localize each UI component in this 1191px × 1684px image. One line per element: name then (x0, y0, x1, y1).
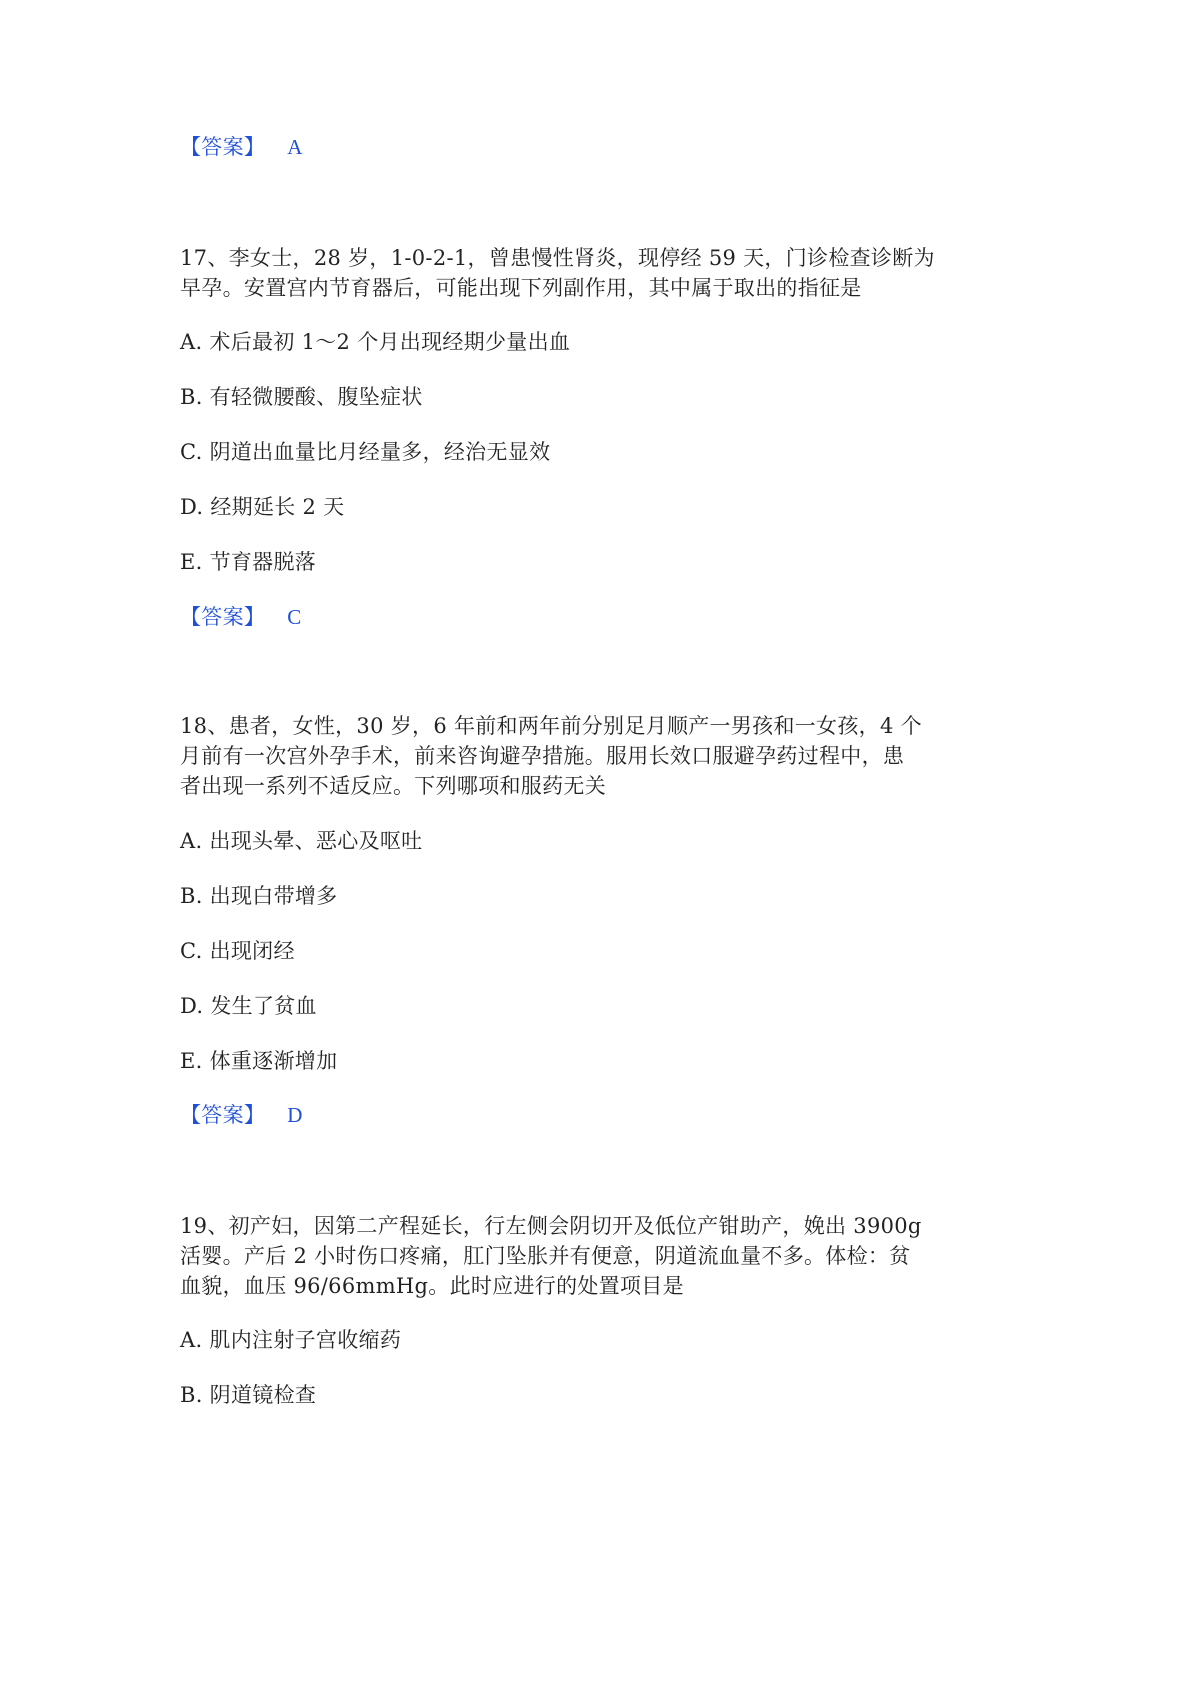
question-17-option-a: A. 术后最初 1～2 个月出现经期少量出血 (180, 330, 571, 354)
question-17-option-c: C. 阴道出血量比月经量多，经治无显效 (180, 440, 551, 464)
question-19-stem-line-2: 活婴。产后 2 小时伤口疼痛，肛门坠胀并有便意，阴道流血量不多。体检：贫 (180, 1244, 911, 1268)
answer-label: 【答案】 (180, 1103, 266, 1127)
question-17-option-d: D. 经期延长 2 天 (180, 495, 345, 519)
question-18-option-a: A. 出现头晕、恶心及呕吐 (180, 829, 423, 853)
question-18-option-e: E. 体重逐渐增加 (180, 1049, 338, 1073)
question-17-option-e: E. 节育器脱落 (180, 550, 317, 574)
question-19-option-a: A. 肌内注射子宫收缩药 (180, 1328, 402, 1352)
answer-label: 【答案】 (180, 135, 266, 159)
question-19-stem-line-3: 血貌，血压 96/66mmHg。此时应进行的处置项目是 (180, 1274, 684, 1298)
answer-line-q18 (180, 1099, 303, 1131)
question-17-option-b: B. 有轻微腰酸、腹坠症状 (180, 385, 423, 409)
question-18-stem-line-3: 者出现一系列不适反应。下列哪项和服药无关 (180, 774, 606, 798)
answer-value: A (287, 135, 303, 159)
question-18-stem-line-2: 月前有一次宫外孕手术，前来咨询避孕措施。服用长效口服避孕药过程中，患 (180, 744, 905, 768)
question-18-option-b: B. 出现白带增多 (180, 884, 338, 908)
question-19-option-b: B. 阴道镜检查 (180, 1383, 317, 1407)
answer-label: 【答案】 (180, 605, 266, 629)
question-19-stem-line-1: 19、初产妇，因第二产程延长，行左侧会阴切开及低位产钳助产，娩出 3900g (180, 1214, 922, 1238)
question-18-stem-line-1: 18、患者，女性，30 岁，6 年前和两年前分别足月顺产一男孩和一女孩，4 个 (180, 714, 922, 738)
answer-line-q17 (180, 601, 302, 633)
question-18-option-c: C. 出现闭经 (180, 939, 295, 963)
answer-value: C (287, 605, 302, 629)
answer-line-q16 (180, 131, 303, 163)
question-18-option-d: D. 发生了贫血 (180, 994, 317, 1018)
question-17-stem-line-2: 早孕。安置宫内节育器后，可能出现下列副作用，其中属于取出的指征是 (180, 276, 862, 300)
answer-value: D (287, 1103, 303, 1127)
question-17-stem-line-1: 17、李女士，28 岁，1-0-2-1，曾患慢性肾炎，现停经 59 天，门诊检查诊断为 (180, 246, 935, 270)
